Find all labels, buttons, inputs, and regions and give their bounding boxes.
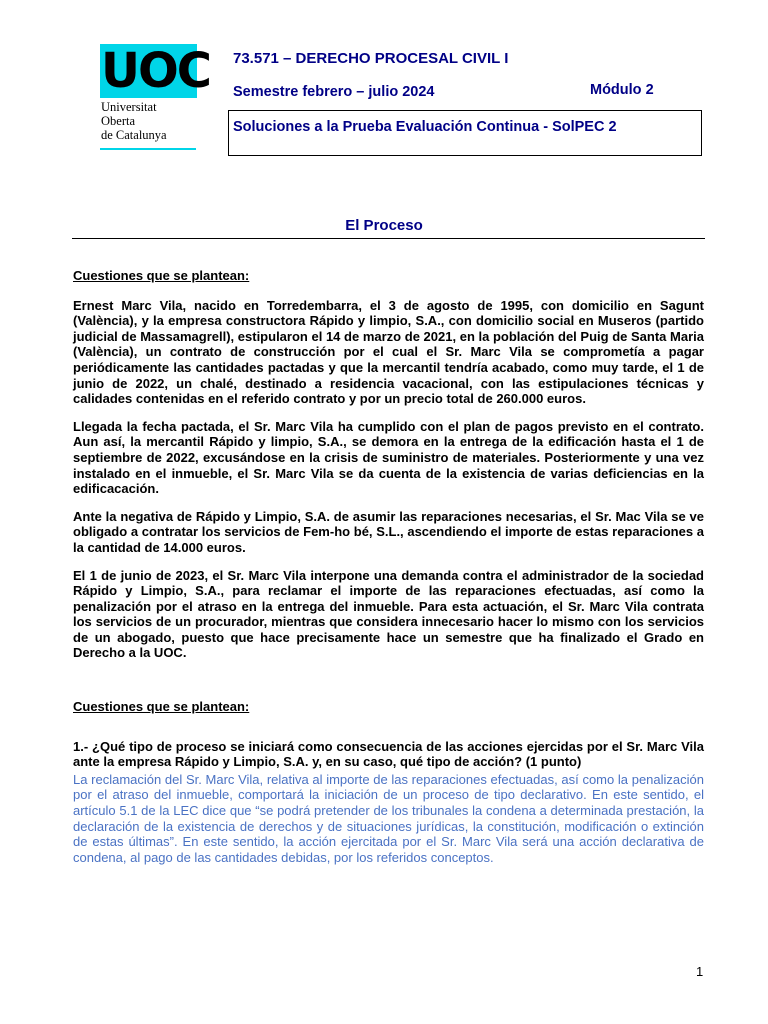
logo-line: Universitat	[101, 100, 157, 114]
page-number: 1	[696, 964, 704, 979]
document-body	[73, 268, 704, 865]
logo-block	[100, 43, 211, 99]
uoc-logo	[100, 43, 211, 152]
case-paragraph: Llegada la fecha pactada, el Sr. Marc Vila ha cumplido con el plan de pagos previsto en el contrato. Aun así, la mercantil Rápido y limpio, S.A., se demora en la entrega de la edificación hasta el 1 de septiembre de 2022, excusándose en la crisis de suministro de materiales. Posteriormente y una vez instalado en el inmueble, el Sr. Marc Vila se da cuenta de la existencia de varias deficiencias en la edificacación.	[73, 418, 704, 497]
case-paragraph: Ernest Marc Vila, nacido en Torredembarra, el 3 de agosto de 1995, con domicilio en Sagunt (València), y la empresa constructora Rápido y limpio, S.A., con domicilio social en Museros (partido judicial de Massamagrell), estipularon el 14 de marzo de 2021, en la población del Puig de Santa Maria (València), un contrato de construcción por el cual el Sr. Marc Vila se comprometía a pagar periódicamente las cantidades pactadas y que la mercantil tendría acabado, como muy tarde, el 1 de junio de 2022, un chalé, destinado a residencia vacacional, con las estipulaciones técnicas y calidades contenidas en el referido contrato y por un precio total de 260.000 euros.	[73, 297, 704, 407]
logo-text	[101, 100, 167, 142]
semester-label: Semestre febrero – julio 2024	[233, 84, 435, 100]
case-paragraph: El 1 de junio de 2023, el Sr. Marc Vila interpone una demanda contra el administrador de la sociedad Rápido y Limpio, S.A., para reclamar el importe de las reparaciones efectuadas, así como la penalización por el atraso en la entrega del inmueble. Para esta actuación, el Sr. Marc Vila contrata los servicios de un procurador, mientras que considera innecesario hacer lo mismo con los servicios de un abogado, puesto que hace precisamente hace un semestre que ha finalizado el Grado en Derecho a la UOC.	[73, 567, 704, 661]
section-title: El Proceso	[345, 217, 423, 234]
section-divider	[72, 238, 705, 239]
questions-heading: Cuestiones que se plantean:	[73, 268, 250, 283]
logo-line: Oberta	[101, 114, 136, 128]
question-1: 1.- ¿Qué tipo de proceso se iniciará como consecuencia de las acciones ejercidas por el Sr. Marc Vila ante la empresa Rápido y Limpio, S.A. y, en su caso, qué tipo de acción? (1 punto)	[73, 738, 704, 770]
solutions-title-box	[228, 110, 702, 156]
logo-letters: UOC	[101, 43, 211, 99]
course-title: 73.571 – DERECHO PROCESAL CIVIL I	[233, 50, 509, 67]
answer-1: La reclamación del Sr. Marc Vila, relativa al importe de las reparaciones efectuadas, así como la penalización por el atraso del inmueble, comportará la iniciación de un proceso de tipo declarativo. En este sentido, el artículo 5.1 de la LEC dice que “se podrá pretender de los tribunales la condena a determinada prestación, la declaración de la existencia de derechos y de situaciones jurídicas, la constitución, modificación o extinción de estas últimas”. En este sentido, la acción ejercitada por el Sr. Marc Vila será una acción declarativa de condena, al pago de las cantidades debidas, por los referidos conceptos.	[73, 771, 704, 865]
solutions-title: Soluciones a la Prueba Evaluación Continua - SolPEC 2	[233, 119, 617, 135]
module-label: Módulo 2	[590, 82, 654, 98]
logo-line: de Catalunya	[101, 128, 167, 142]
questions-heading-2: Cuestiones que se plantean:	[73, 699, 250, 715]
logo-rule	[100, 148, 196, 150]
case-paragraph: Ante la negativa de Rápido y Limpio, S.A. de asumir las reparaciones necesarias, el Sr. Mac Vila se ve obligado a contratar los servicios de Fem-ho bé, S.L., ascendiendo el importe de estas reparaciones a la cantidad de 14.000 euros.	[73, 508, 704, 555]
